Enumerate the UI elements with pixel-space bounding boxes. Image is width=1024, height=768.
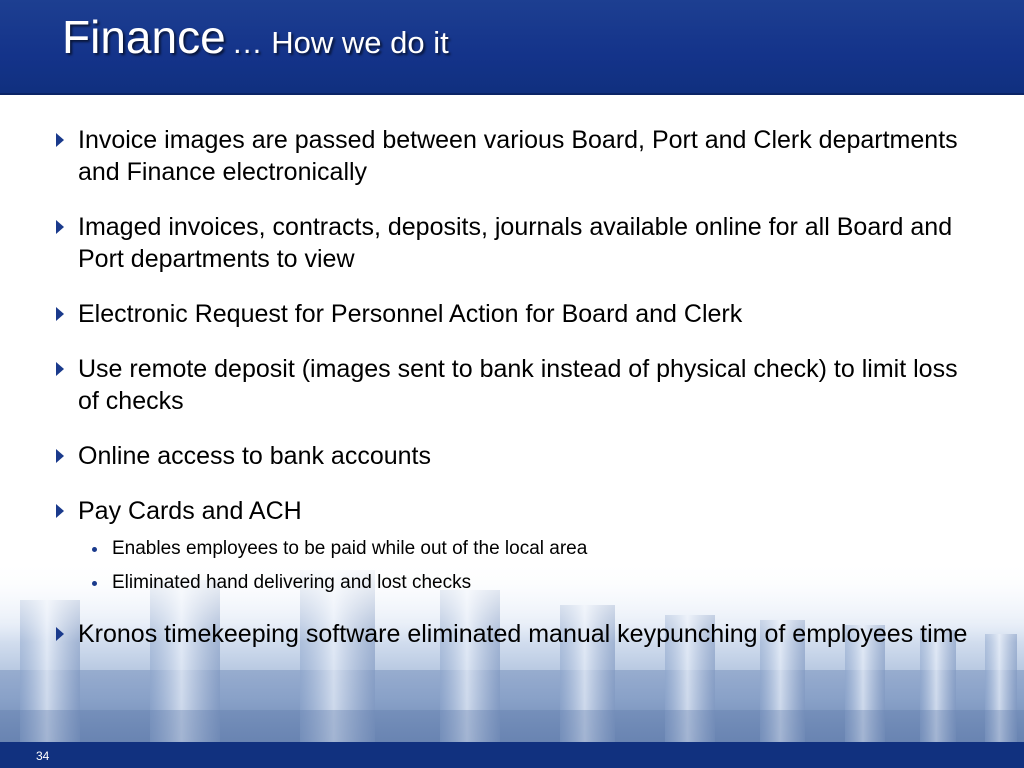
bullet-item bbox=[52, 440, 972, 472]
bullet-dot-icon bbox=[90, 537, 112, 561]
bullet-item bbox=[52, 495, 972, 527]
bullet-text: Kronos timekeeping software eliminated manual keypunching of employees time bbox=[78, 620, 968, 648]
bullet-item bbox=[52, 124, 972, 188]
bullet-text: Invoice images are passed between various Board, Port and Clerk departments and Finance electronically bbox=[78, 126, 958, 186]
bullet-text: Imaged invoices, contracts, deposits, journals available online for all Board and Port departments to view bbox=[78, 213, 953, 273]
footer-bar bbox=[0, 742, 1024, 768]
bullet-text: Online access to bank accounts bbox=[78, 442, 431, 470]
bullet-dot-icon bbox=[90, 571, 112, 595]
sub-bullet-text: Enables employees to be paid while out of the local area bbox=[112, 538, 588, 559]
sub-bullet-item bbox=[90, 537, 950, 561]
bullet-text: Use remote deposit (images sent to bank instead of physical check) to limit loss of checks bbox=[78, 355, 958, 415]
bullet-arrow-icon bbox=[52, 618, 78, 650]
bullet-text: Electronic Request for Personnel Action for Board and Clerk bbox=[78, 300, 743, 328]
bullet-arrow-icon bbox=[52, 124, 78, 156]
bullet-arrow-icon bbox=[52, 211, 78, 243]
slide-title-main: Finance bbox=[62, 11, 226, 63]
sub-bullet-text: Eliminated hand delivering and lost checks bbox=[112, 572, 472, 593]
bullet-item bbox=[52, 211, 972, 275]
bullet-arrow-icon bbox=[52, 298, 78, 330]
bullet-item bbox=[52, 353, 972, 417]
bullet-arrow-icon bbox=[52, 353, 78, 385]
slide-title-sub: … How we do it bbox=[231, 25, 449, 60]
bullet-arrow-icon bbox=[52, 495, 78, 527]
bullet-text: Pay Cards and ACH bbox=[78, 497, 302, 525]
bullet-item bbox=[52, 298, 972, 330]
sub-bullet-item bbox=[90, 571, 950, 595]
bullet-arrow-icon bbox=[52, 440, 78, 472]
bullet-item bbox=[52, 618, 972, 650]
slide-number: 34 bbox=[36, 749, 50, 763]
